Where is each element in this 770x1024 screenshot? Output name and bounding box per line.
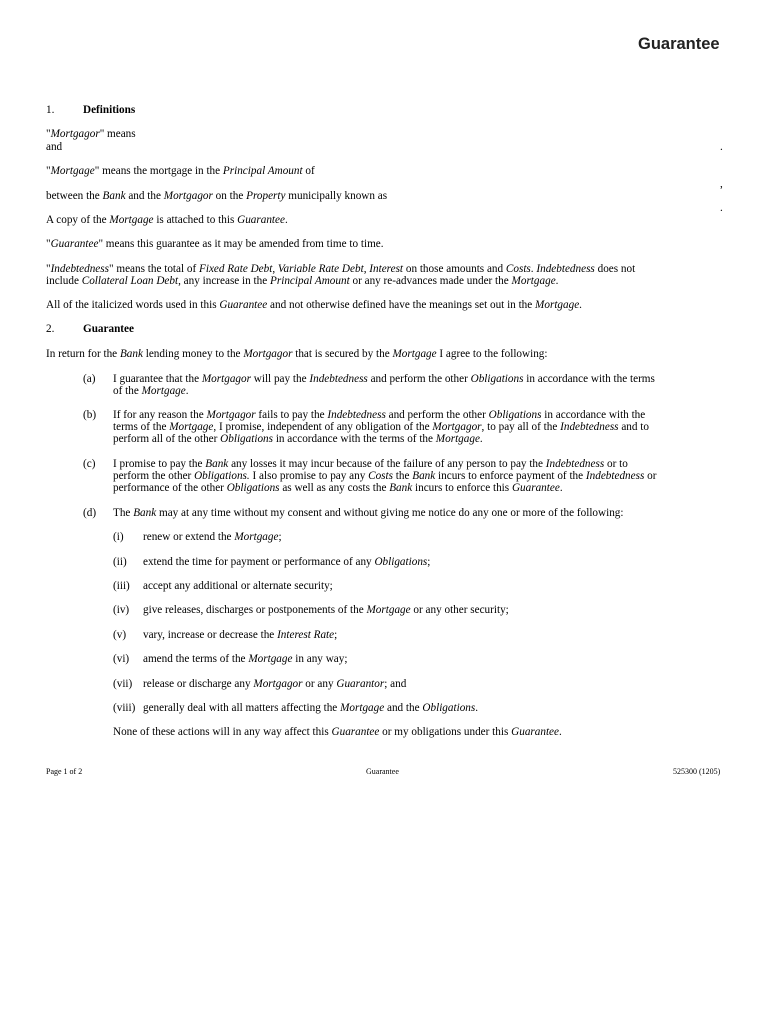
clause-c-line3: performance of the other Obligations as well as any costs the Bank incurs to enforce this Guarantee. xyxy=(113,482,563,494)
clause-c-line2: perform the other Obligations. I also promise to pay any Costs the Bank incurs to enforce payment of the Indebtedness or xyxy=(113,470,657,482)
indebtedness-definition-cont: include Collateral Loan Debt, any increase in the Principal Amount or any re-advances made under the Mortgage. xyxy=(46,275,559,287)
section-1-heading: Definitions xyxy=(83,104,136,116)
guarantee-definition: "Guarantee" means this guarantee as it may be amended from time to time. xyxy=(46,238,384,250)
subclause-label: (ii) xyxy=(113,556,127,568)
indebtedness-definition: "Indebtedness" means the total of Fixed Rate Debt, Variable Rate Debt, Interest on those amounts and Costs. Indebtedness does not xyxy=(46,263,636,275)
copy-line: A copy of the Mortgage is attached to this Guarantee. xyxy=(46,214,288,226)
footer-page-number: Page 1 of 2 xyxy=(46,767,83,776)
subclause-label: (v) xyxy=(113,629,127,641)
page-title: Guarantee xyxy=(638,35,720,53)
section-2-heading: Guarantee xyxy=(83,323,134,335)
comma-mark: , xyxy=(720,178,723,190)
between-line: between the Bank and the Mortgagor on the Property municipally known as xyxy=(46,190,388,202)
clause-b-line1: If for any reason the Mortgagor fails to pay the Indebtedness and perform the other Obligations in accordance with the xyxy=(113,409,646,421)
section-2-number: 2. xyxy=(46,323,55,335)
subclause-label: (i) xyxy=(113,531,124,543)
subclause-text: generally deal with all matters affecting the Mortgage and the Obligations. xyxy=(143,702,479,714)
footer-title: Guarantee xyxy=(366,767,399,776)
subclause-label: (vii) xyxy=(113,678,133,690)
mortgage-definition: "Mortgage" means the mortgage in the Principal Amount of xyxy=(46,165,315,177)
section-2-intro: In return for the Bank lending money to the Mortgagor that is secured by the Mortgage I agree to the following: xyxy=(46,348,548,360)
subclause-label: (vi) xyxy=(113,653,130,665)
none-affect-line: None of these actions will in any way affect this Guarantee or my obligations under this Guarantee. xyxy=(113,726,562,738)
and-line: and xyxy=(46,141,63,153)
period-mark: . xyxy=(720,202,723,214)
mortgagor-definition: "Mortgagor" means xyxy=(46,128,136,140)
clause-c-label: (c) xyxy=(83,458,96,470)
subclause-label: (iii) xyxy=(113,580,130,592)
subclause-text: extend the time for payment or performance of any Obligations; xyxy=(143,556,431,568)
clause-a-line2: of the Mortgage. xyxy=(113,385,189,397)
subclause-text: accept any additional or alternate security; xyxy=(143,580,333,592)
italicized-words-note: All of the italicized words used in this Guarantee and not otherwise defined have the meanings set out in the Mortgage. xyxy=(46,299,582,311)
subclause-text: give releases, discharges or postponements of the Mortgage or any other security; xyxy=(143,604,509,616)
subclause-label: (iv) xyxy=(113,604,130,616)
clause-c-line1: I promise to pay the Bank any losses it may incur because of the failure of any person to pay the Indebtedness or to xyxy=(113,458,628,470)
clause-b-line3: perform all of the other Obligations in accordance with the terms of the Mortgage. xyxy=(113,433,483,445)
clause-d-intro: The Bank may at any time without my consent and without giving me notice do any one or more of the following: xyxy=(113,507,624,519)
footer-form-code: 525300 (1205) xyxy=(673,767,721,776)
subclause-text: vary, increase or decrease the Interest Rate; xyxy=(143,629,338,641)
clause-d-label: (d) xyxy=(83,507,97,519)
subclause-text: amend the terms of the Mortgage in any way; xyxy=(143,653,348,665)
clause-b-label: (b) xyxy=(83,409,97,421)
clause-b-line2: terms of the Mortgage, I promise, independent of any obligation of the Mortgagor, to pay all of the Indebtedness and to xyxy=(113,421,649,433)
subclause-text: release or discharge any Mortgagor or any Guarantor; and xyxy=(143,678,407,690)
section-1-number: 1. xyxy=(46,104,55,116)
clause-a-label: (a) xyxy=(83,373,96,385)
subclause-text: renew or extend the Mortgage; xyxy=(143,531,282,543)
clause-a-line1: I guarantee that the Mortgagor will pay the Indebtedness and perform the other Obligations in accordance with the terms xyxy=(113,373,655,385)
subclause-label: (viii) xyxy=(113,702,136,714)
period-mark: . xyxy=(720,141,723,153)
